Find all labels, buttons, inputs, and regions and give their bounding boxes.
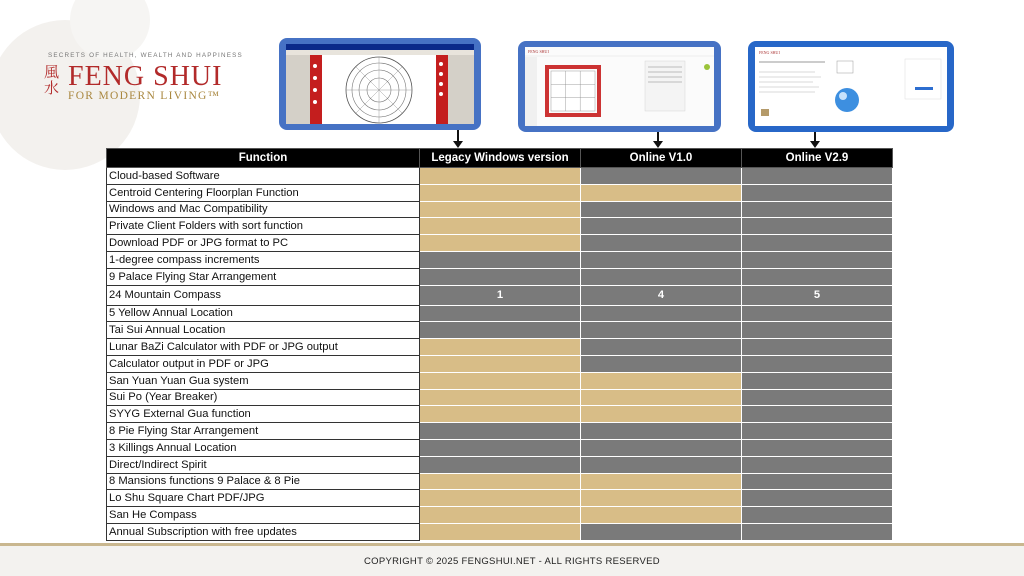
legacy-windows-cell bbox=[420, 490, 581, 507]
table-row bbox=[107, 268, 893, 285]
header-function: Function bbox=[107, 149, 420, 168]
table-row bbox=[107, 305, 893, 322]
online-v1-cell bbox=[581, 389, 742, 406]
legacy-windows-cell bbox=[420, 184, 581, 201]
online-v1-cell bbox=[581, 507, 742, 524]
header-legacy-windows: Legacy Windows version bbox=[420, 149, 581, 168]
online-v1-cell bbox=[581, 473, 742, 490]
online-v1-cell bbox=[581, 322, 742, 339]
feature-comparison-table bbox=[106, 148, 893, 541]
logo-subtitle: FOR MODERN LIVING™ bbox=[68, 90, 221, 102]
online-v1-cell bbox=[581, 168, 742, 185]
feature-name: 24 Mountain Compass bbox=[107, 285, 420, 305]
online-v1-cell bbox=[581, 251, 742, 268]
arrow-down-icon bbox=[657, 132, 659, 142]
legacy-windows-cell bbox=[420, 168, 581, 185]
feng-shui-logo bbox=[44, 52, 264, 112]
table-row bbox=[107, 168, 893, 185]
feature-name: Direct/Indirect Spirit bbox=[107, 456, 420, 473]
table-row bbox=[107, 372, 893, 389]
online-v1-cell bbox=[581, 490, 742, 507]
table-row bbox=[107, 423, 893, 440]
online-v1-cell bbox=[581, 305, 742, 322]
legacy-app-image bbox=[286, 44, 474, 124]
logo-glyph: 風水 bbox=[44, 63, 60, 97]
table-row bbox=[107, 322, 893, 339]
feature-name: Calculator output in PDF or JPG bbox=[107, 355, 420, 372]
online-v29-cell bbox=[742, 490, 893, 507]
online-v29-cell bbox=[742, 235, 893, 252]
feature-name: Annual Subscription with free updates bbox=[107, 523, 420, 540]
table-row bbox=[107, 523, 893, 540]
legacy-windows-cell bbox=[420, 305, 581, 322]
online-v29-cell bbox=[742, 322, 893, 339]
table-row bbox=[107, 473, 893, 490]
online-v1-cell bbox=[581, 218, 742, 235]
feature-name: San He Compass bbox=[107, 507, 420, 524]
feature-name: 8 Pie Flying Star Arrangement bbox=[107, 423, 420, 440]
table-row bbox=[107, 456, 893, 473]
table-row bbox=[107, 439, 893, 456]
online-v1-cell bbox=[581, 235, 742, 252]
online-v1-app-image bbox=[525, 47, 714, 126]
online-v29-cell bbox=[742, 218, 893, 235]
legacy-windows-cell bbox=[420, 523, 581, 540]
legacy-windows-cell bbox=[420, 201, 581, 218]
arrow-down-icon bbox=[457, 130, 459, 142]
feature-name: Download PDF or JPG format to PC bbox=[107, 235, 420, 252]
legacy-windows-cell bbox=[420, 339, 581, 356]
legacy-windows-cell bbox=[420, 372, 581, 389]
online-v29-cell bbox=[742, 268, 893, 285]
feature-name: 5 Yellow Annual Location bbox=[107, 305, 420, 322]
header-online-v29: Online V2.9 bbox=[742, 149, 893, 168]
legacy-windows-cell bbox=[420, 439, 581, 456]
online-v1-cell: 4 bbox=[581, 285, 742, 305]
feature-name: Centroid Centering Floorplan Function bbox=[107, 184, 420, 201]
feature-name: San Yuan Yuan Gua system bbox=[107, 372, 420, 389]
online-v29-cell bbox=[742, 339, 893, 356]
feature-name: 3 Killings Annual Location bbox=[107, 439, 420, 456]
legacy-windows-screenshot bbox=[279, 38, 481, 130]
feature-name: 8 Mansions functions 9 Palace & 8 Pie bbox=[107, 473, 420, 490]
feature-name: 1-degree compass increments bbox=[107, 251, 420, 268]
legacy-windows-cell bbox=[420, 473, 581, 490]
feature-name: Windows and Mac Compatibility bbox=[107, 201, 420, 218]
feature-name: Lunar BaZi Calculator with PDF or JPG output bbox=[107, 339, 420, 356]
online-v29-cell bbox=[742, 523, 893, 540]
online-v1-cell bbox=[581, 268, 742, 285]
online-v1-cell bbox=[581, 339, 742, 356]
copyright-text: COPYRIGHT © 2025 FENGSHUI.NET - ALL RIGHTS RESERVED bbox=[364, 556, 660, 567]
online-v29-cell bbox=[742, 305, 893, 322]
feature-name: Sui Po (Year Breaker) bbox=[107, 389, 420, 406]
online-v1-cell bbox=[581, 406, 742, 423]
online-v1-cell bbox=[581, 523, 742, 540]
legacy-windows-cell bbox=[420, 423, 581, 440]
table-header-row bbox=[107, 149, 893, 168]
feature-name: Lo Shu Square Chart PDF/JPG bbox=[107, 490, 420, 507]
online-v1-screenshot bbox=[518, 41, 721, 132]
legacy-windows-cell bbox=[420, 235, 581, 252]
table-row bbox=[107, 490, 893, 507]
online-v1-cell bbox=[581, 439, 742, 456]
online-v29-cell: 5 bbox=[742, 285, 893, 305]
table-row bbox=[107, 285, 893, 305]
table-row bbox=[107, 507, 893, 524]
online-v29-cell bbox=[742, 473, 893, 490]
online-v29-screenshot bbox=[748, 41, 954, 132]
feature-name: 9 Palace Flying Star Arrangement bbox=[107, 268, 420, 285]
legacy-windows-cell bbox=[420, 406, 581, 423]
online-v1-cell bbox=[581, 355, 742, 372]
footer bbox=[0, 546, 1024, 576]
table-row bbox=[107, 184, 893, 201]
svg-text:FENG SHUI: FENG SHUI bbox=[528, 49, 549, 54]
legacy-windows-cell bbox=[420, 218, 581, 235]
online-v29-cell bbox=[742, 456, 893, 473]
online-v29-cell bbox=[742, 168, 893, 185]
online-v29-cell bbox=[742, 406, 893, 423]
legacy-windows-cell bbox=[420, 251, 581, 268]
table-row bbox=[107, 235, 893, 252]
online-v29-cell bbox=[742, 184, 893, 201]
online-v29-cell bbox=[742, 201, 893, 218]
online-v29-cell bbox=[742, 251, 893, 268]
logo-brand: FENG SHUI bbox=[68, 61, 223, 92]
online-v29-cell bbox=[742, 389, 893, 406]
table-row bbox=[107, 339, 893, 356]
online-v1-cell bbox=[581, 456, 742, 473]
legacy-windows-cell bbox=[420, 268, 581, 285]
arrow-down-icon bbox=[814, 132, 816, 142]
legacy-windows-cell bbox=[420, 389, 581, 406]
online-v29-cell bbox=[742, 372, 893, 389]
online-v29-cell bbox=[742, 355, 893, 372]
table-row bbox=[107, 201, 893, 218]
table-row bbox=[107, 406, 893, 423]
online-v1-cell bbox=[581, 201, 742, 218]
feature-name: Cloud-based Software bbox=[107, 168, 420, 185]
online-v1-cell bbox=[581, 423, 742, 440]
table-row bbox=[107, 389, 893, 406]
legacy-windows-cell bbox=[420, 507, 581, 524]
legacy-windows-cell bbox=[420, 456, 581, 473]
online-v29-cell bbox=[742, 439, 893, 456]
logo-tagline: SECRETS OF HEALTH, WEALTH AND HAPPINESS bbox=[48, 52, 243, 59]
online-v1-cell bbox=[581, 372, 742, 389]
online-v29-cell bbox=[742, 423, 893, 440]
feature-name: Tai Sui Annual Location bbox=[107, 322, 420, 339]
online-v29-cell bbox=[742, 507, 893, 524]
legacy-windows-cell bbox=[420, 355, 581, 372]
feature-name: SYYG External Gua function bbox=[107, 406, 420, 423]
legacy-windows-cell bbox=[420, 322, 581, 339]
table-row bbox=[107, 251, 893, 268]
table-row bbox=[107, 218, 893, 235]
online-v29-app-image bbox=[755, 47, 947, 126]
header-online-v1: Online V1.0 bbox=[581, 149, 742, 168]
legacy-windows-cell: 1 bbox=[420, 285, 581, 305]
svg-text:FENG SHUI: FENG SHUI bbox=[759, 50, 780, 55]
table-row bbox=[107, 355, 893, 372]
feature-name: Private Client Folders with sort function bbox=[107, 218, 420, 235]
online-v1-cell bbox=[581, 184, 742, 201]
